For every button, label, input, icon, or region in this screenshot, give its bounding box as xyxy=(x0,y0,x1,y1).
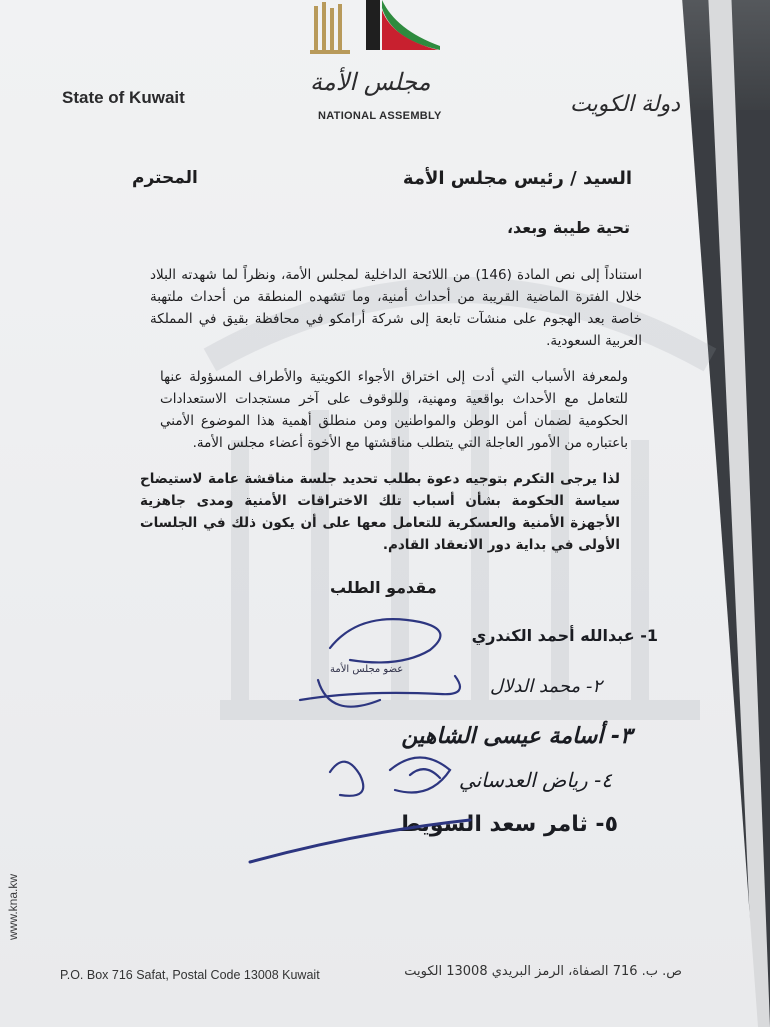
state-name-arabic: دولة الكويت xyxy=(570,92,680,117)
footer-address-arabic: ص. ب. 716 الصفاة، الرمز البريدي 13008 الكويت xyxy=(404,964,682,979)
letter-greeting: تحية طيبة وبعد، xyxy=(506,218,630,237)
state-name-english: State of Kuwait xyxy=(62,88,185,107)
signer-4: ٤- رياض العدساني xyxy=(458,768,612,792)
assembly-name-arabic: مجلس الأمة xyxy=(310,68,431,96)
signer-1: 1- عبدالله أحمد الكندري xyxy=(471,626,658,645)
letter-addressee: السيد / رئيس مجلس الأمة xyxy=(402,168,632,189)
body-paragraph-2: ولمعرفة الأسباب التي أدت إلى اختراق الأجواء الكويتية والأطراف المسؤولة عنها للتعامل مع الأحداث بواقعية ومهنية، وللوقوف على آخر مستجدات الاستعدادات الحكومية لضمان أمن الوطن والمواطنين ومن منطلق أهمية هذا الموضوع الأمني باعتباره من الأمور العاجلة التي يتطلب مناقشتها مع الأخوة أعضاء مجلس الأمة. xyxy=(160,369,628,451)
letter-honorific: المحترم xyxy=(132,168,198,188)
signers-title: مقدمو الطلب xyxy=(330,578,437,597)
signer-2: ٢- محمد الدلال xyxy=(489,676,602,697)
kuwait-emblem xyxy=(300,0,450,60)
signer-3: ٣- أسامة عيسى الشاهين xyxy=(401,724,632,749)
assembly-name-english: NATIONAL ASSEMBLY xyxy=(318,110,442,122)
member-stamp: عضو مجلس الأمة xyxy=(330,664,404,675)
footer-address-english: P.O. Box 716 Safat, Postal Code 13008 Kuwait xyxy=(60,968,320,982)
signer-5: ٥- ثامر سعد السويط xyxy=(398,812,618,837)
website-url: www.kna.kw xyxy=(6,873,20,940)
body-paragraph-1: استناداً إلى نص المادة (146) من اللائحة الداخلية لمجلس الأمة، ونظراً لما شهدته البلاد خلال الفترة الماضية القريبة من أحداث أمنية، وما تشهده المنطقة من أحداث ملتهبة خاصة بعد الهجوم على منشآت تابعة إلى شركة أرامكو في محافظة بقيق في المملكة العربية السعودية. xyxy=(150,267,642,349)
body-paragraph-3: لذا يرجى التكرم بتوجيه دعوة بطلب تحديد جلسة مناقشة عامة لاستيضاح سياسة الحكومة بشأن أسباب تلك الاختراقات الأمنية ومدى جاهزية الأجهزة الأمنية والعسكرية للتعامل معها على أن يكون ذلك في الجلسات الأولى في بداية دور الانعقاد القادم. xyxy=(140,471,620,553)
